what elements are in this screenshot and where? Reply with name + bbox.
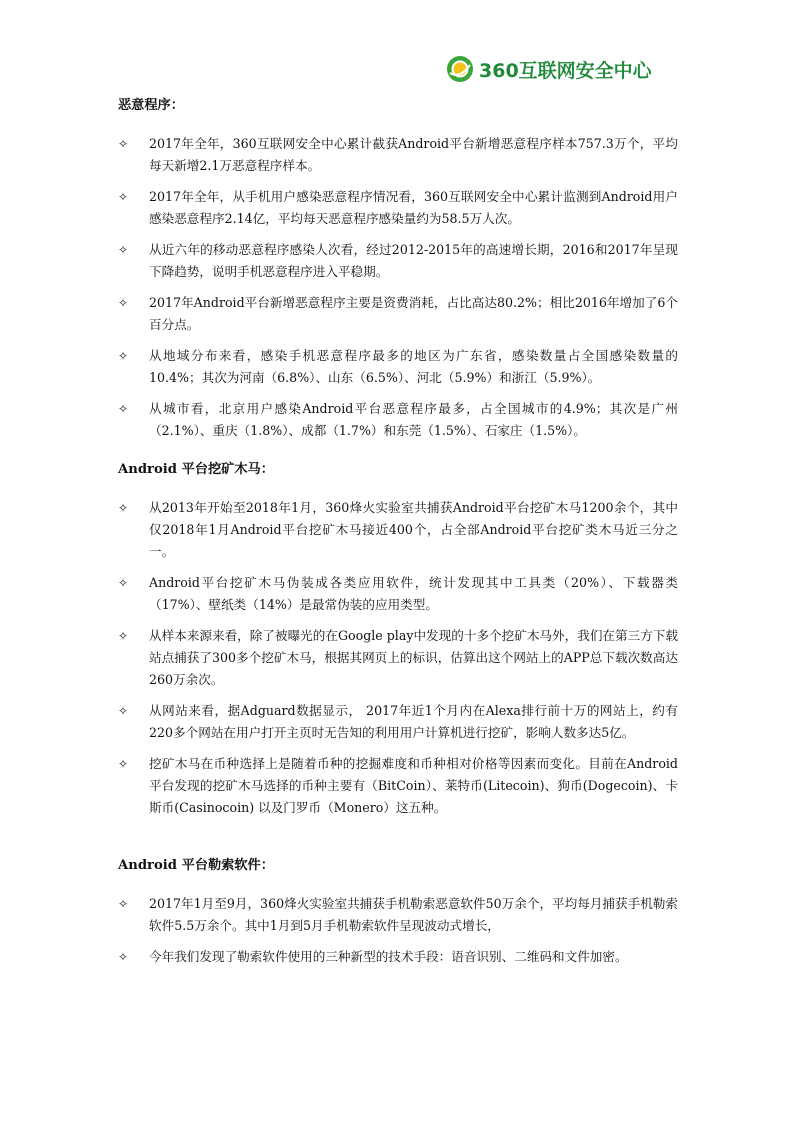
list-item: [118, 398, 678, 442]
list-item: [118, 572, 678, 616]
bullet-text: 今年我们发现了勒索软件使用的三种新型的技术手段：语音识别、二维码和文件加密。: [149, 949, 628, 964]
bullet-text: Android平台挖矿木马伪装成各类应用软件，统计发现其中工具类（20%）、下载器类（17%）、壁纸类（14%）是最常伪装的应用类型。: [149, 575, 678, 612]
bullet-text: 2017年全年，360互联网安全中心累计截获Android平台新增恶意程序样本757.3万个，平均每天新增2.1万恶意程序样本。: [149, 136, 678, 173]
bullet-text: 2017年全年，从手机用户感染恶意程序情况看，360互联网安全中心累计监测到Android用户感染恶意程序2.14亿，平均每天恶意程序感染量约为58.5万人次。: [149, 189, 678, 226]
section-title: Android 平台挖矿木马：: [118, 462, 274, 477]
list-item: [118, 893, 678, 937]
bullet-list: [118, 893, 678, 968]
bullet-text: 从2013年开始至2018年1月，360烽火实验室共捕获Android平台挖矿木马1200余个，其中仅2018年1月Android平台挖矿木马接近400个，占全部Android平台挖矿类木马近三分之一。: [149, 500, 678, 559]
bullet-text: 2017年Android平台新增恶意程序主要是资费消耗，占比高达80.2%；相比2016年增加了6个百分点。: [149, 295, 678, 332]
bullet-text: 从近六年的移动恶意程序感染人次看，经过2012-2015年的高速增长期，2016和2017年呈现下降趋势，说明手机恶意程序进入平稳期。: [149, 242, 678, 279]
bullet-text: 从地域分布来看，感染手机恶意程序最多的地区为广东省，感染数量占全国感染数量的10.4%；其次为河南（6.8%）、山东（6.5%）、河北（5.9%）和浙江（5.9%）。: [149, 348, 678, 385]
bullet-diamond-icon: ✧: [118, 576, 129, 590]
bullet-list: [118, 497, 678, 819]
list-item: [118, 186, 678, 230]
bullet-text: 2017年1月至9月，360烽火实验室共捕获手机勒索恶意软件50万余个，平均每月捕获手机勒索软件5.5万余个。其中1月到5月手机勒索软件呈现波动式增长，: [149, 896, 678, 933]
list-item: [118, 946, 678, 968]
bullet-diamond-icon: ✧: [118, 190, 129, 204]
bullet-text: 挖矿木马在币种选择上是随着币种的挖掘难度和币种相对价格等因素而变化。目前在Android平台发现的挖矿木马选择的币种主要有（BitCoin）、莱特币(Litecoin)、狗币(Dogecoin)、卡斯币(Casinocoin) 以及门罗币（Monero）这五种。: [149, 756, 678, 815]
bullet-diamond-icon: ✧: [118, 629, 129, 643]
list-item: [118, 345, 678, 389]
bullet-diamond-icon: ✧: [118, 704, 129, 718]
list-item: [118, 700, 678, 744]
section-title: 恶意程序：: [118, 98, 184, 113]
bullet-text: 从样本来源来看，除了被曝光的在Google play中发现的十多个挖矿木马外，我们在第三方下载站点捕获了300多个挖矿木马，根据其网页上的标识，估算出这个网站上的APP总下载次数高达260万余次。: [149, 628, 678, 687]
bullet-diamond-icon: ✧: [118, 137, 129, 151]
list-item: [118, 292, 678, 336]
list-item: [118, 625, 678, 691]
section-malware: [118, 96, 678, 442]
bullet-list: [118, 133, 678, 442]
bullet-diamond-icon: ✧: [118, 243, 129, 257]
bullet-text: 从网站来看，据Adguard数据显示， 2017年近1个月内在Alexa排行前十万的网站上，约有220多个网站在用户打开主页时无告知的利用用户计算机进行挖矿，影响人数多达5亿。: [149, 703, 678, 740]
section-ransomware: [118, 856, 678, 968]
bullet-diamond-icon: ✧: [118, 349, 129, 363]
360-globe-logo-icon: [445, 54, 475, 84]
header-logo: [445, 54, 652, 84]
bullet-diamond-icon: ✧: [118, 402, 129, 416]
bullet-diamond-icon: ✧: [118, 950, 129, 964]
list-item: [118, 497, 678, 563]
section-title: Android 平台勒索软件：: [118, 858, 274, 873]
bullet-diamond-icon: ✧: [118, 501, 129, 515]
bullet-diamond-icon: ✧: [118, 296, 129, 310]
list-item: [118, 753, 678, 819]
list-item: [118, 239, 678, 283]
bullet-text: 从城市看，北京用户感染Android平台恶意程序最多，占全国城市的4.9%；其次是广州（2.1%）、重庆（1.8%）、成都（1.7%）和东莞（1.5%）、石家庄（1.5%）。: [149, 401, 678, 438]
bullet-diamond-icon: ✧: [118, 897, 129, 911]
section-mining-trojan: [118, 460, 678, 819]
bullet-diamond-icon: ✧: [118, 757, 129, 771]
list-item: [118, 133, 678, 177]
logo-text: 360互联网安全中心: [479, 59, 652, 82]
